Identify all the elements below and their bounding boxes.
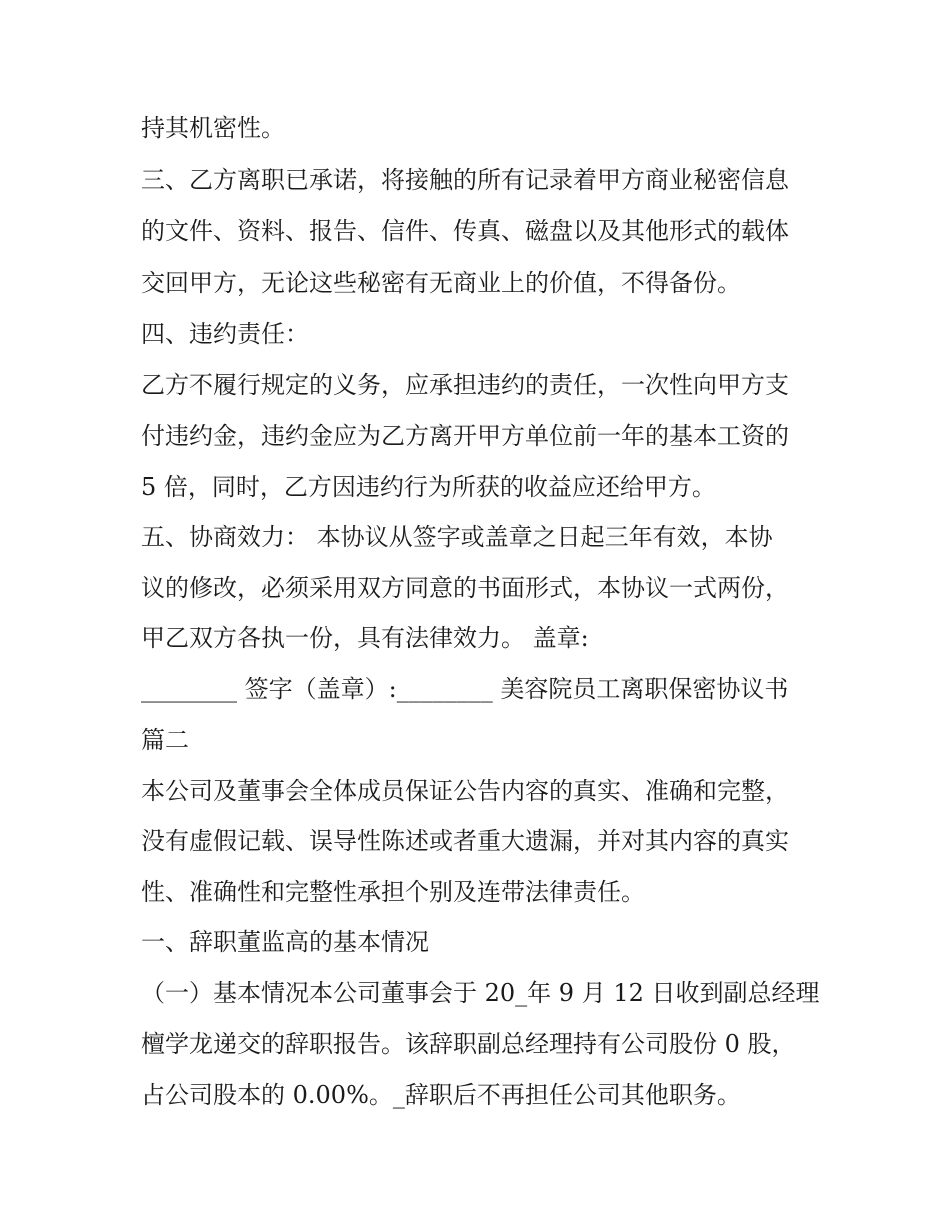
text-line: 甲乙双方各执一份，具有法律效力。 盖章: xyxy=(141,624,589,652)
text-line: 三、乙方离职已承诺，将接触的所有记录着甲方商业秘密信息 xyxy=(141,166,789,194)
text-line: 本公司及董事会全体成员保证公告内容的真实、准确和完整， xyxy=(141,777,789,805)
text-line: 五、协商效力： 本协议从签字或盖章之日起三年有效，本协 xyxy=(141,523,773,551)
section-heading: 一、辞职董监高的基本情况 xyxy=(141,928,429,956)
text-line: （一）基本情况本公司董事会于 20_年 9 月 12 日收到副总经理 xyxy=(141,979,820,1007)
section-heading: 篇二 xyxy=(141,726,189,754)
text-line: 持其机密性。 xyxy=(141,114,285,142)
text-line: 5 倍，同时，乙方因违约行为所获的收益应还给甲方。 xyxy=(141,473,716,501)
section-heading: 四、违约责任： xyxy=(141,320,309,348)
text-line: 没有虚假记载、误导性陈述或者重大遗漏，并对其内容的真实 xyxy=(141,827,789,855)
text-line: 乙方不履行规定的义务，应承担违约的责任，一次性向甲方支 xyxy=(141,371,789,399)
text-line: 议的修改，必须采用双方同意的书面形式，本协议一式两份， xyxy=(141,574,789,602)
text-line: 交回甲方，无论这些秘密有无商业上的价值，不得备份。 xyxy=(141,269,741,297)
text-line: 檀学龙递交的辞职报告。该辞职副总经理持有公司股份 0 股， xyxy=(141,1030,796,1058)
text-line: 占公司股本的 0.00%。_辞职后不再担任公司其他职务。 xyxy=(141,1081,741,1109)
text-line: 性、准确性和完整性承担个别及连带法律责任。 xyxy=(141,878,645,906)
signature-line: ________ 签字（盖章）:________ 美容院员工离职保密协议书 xyxy=(141,675,789,703)
text-line: 的文件、资料、报告、信件、传真、磁盘以及其他形式的载体 xyxy=(141,217,789,245)
text-line: 付违约金，违约金应为乙方离开甲方单位前一年的基本工资的 xyxy=(141,422,789,450)
